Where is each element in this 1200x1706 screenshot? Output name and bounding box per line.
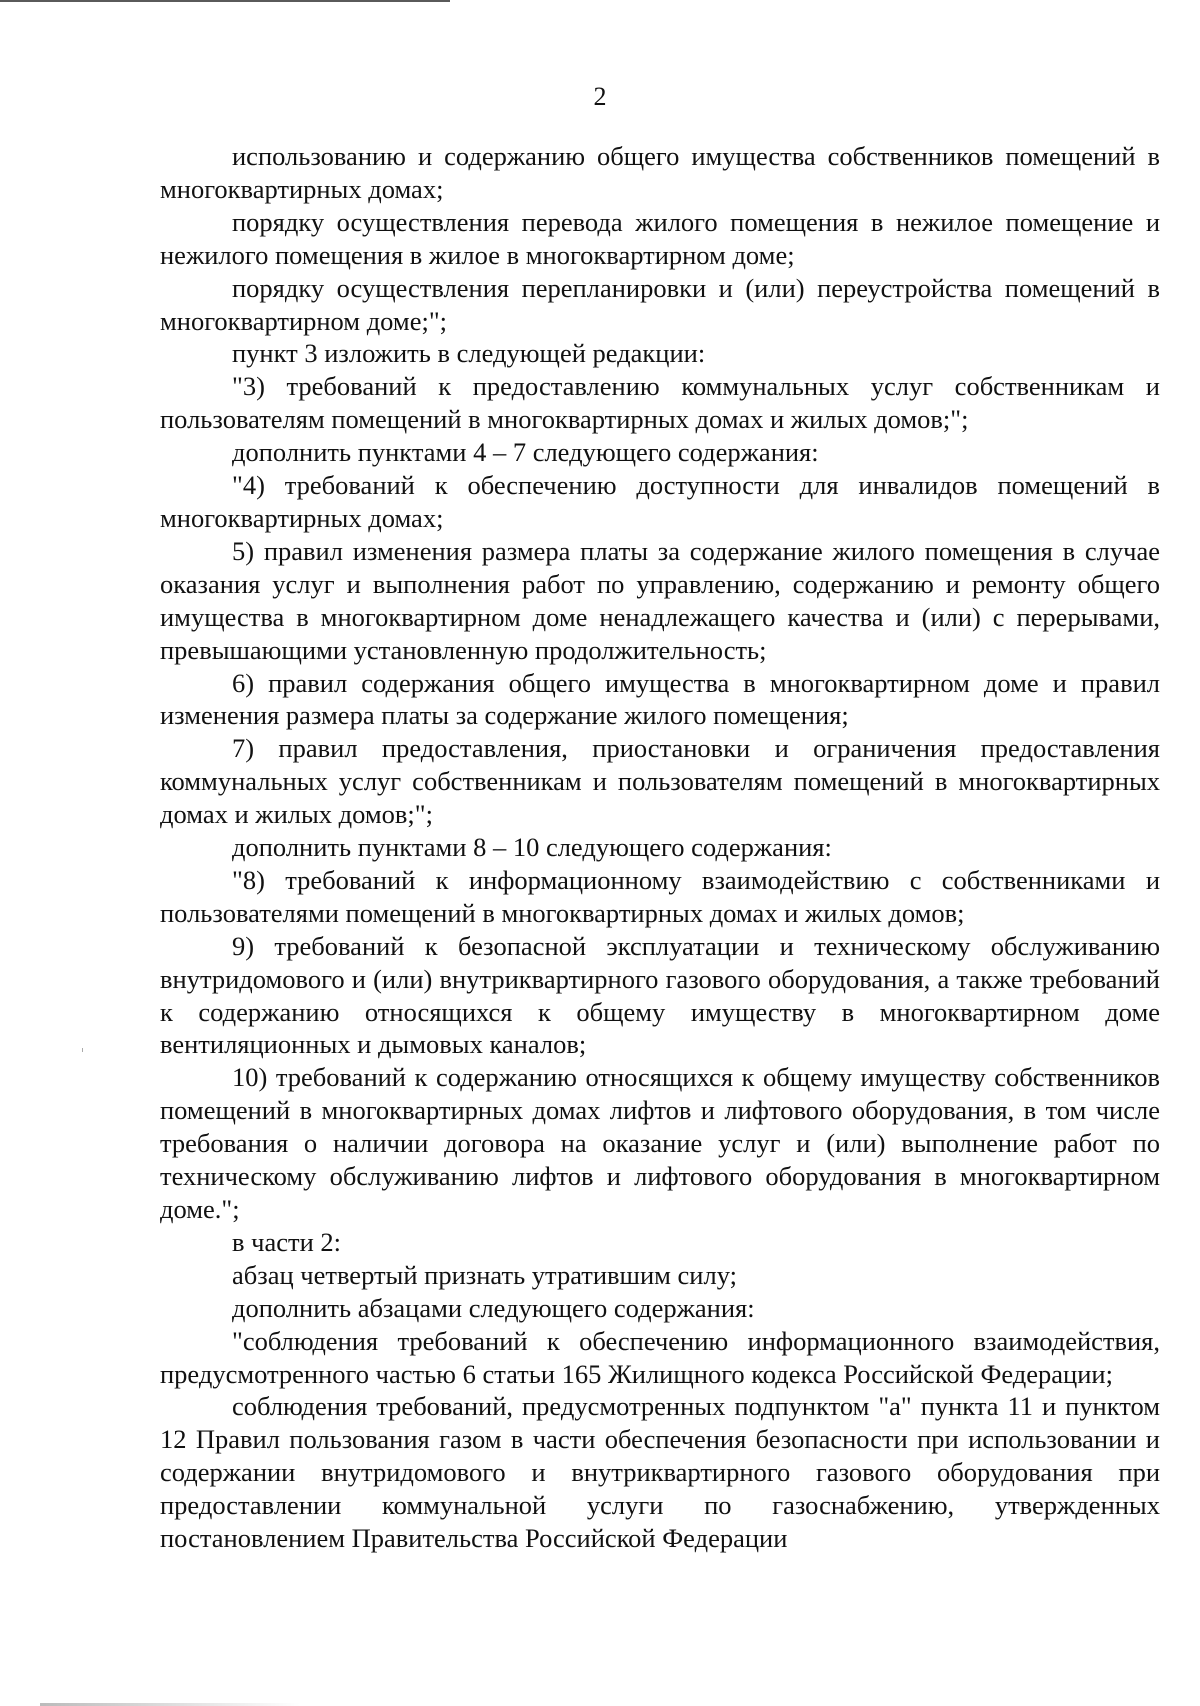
paragraph-8: 5) правил изменения размера платы за содержание жилого помещения в случае оказания услуг и выполнения работ по управлению, содержанию и ремонту общего имущества в многоквартирном доме ненадлежащего качества и (или) с перерывами, превышающими установленную продолжительность; bbox=[160, 535, 1160, 665]
paragraph-15: в части 2: bbox=[232, 1226, 341, 1257]
document-body bbox=[160, 140, 1160, 1555]
paragraph-4: пункт 3 изложить в следующей редакции: bbox=[232, 338, 706, 369]
paragraph-9: 6) правил содержания общего имущества в многоквартирном доме и правил изменения размера платы за содержание жилого помещения; bbox=[160, 667, 1160, 731]
paragraph-5: "3) требований к предоставлению коммунальных услуг собственникам и пользователям помещений в многоквартирных домах и жилых домов;"; bbox=[160, 371, 1160, 435]
paragraph-3: порядку осуществления перепланировки и (или) переустройства помещений в многоквартирном доме;"; bbox=[160, 272, 1160, 336]
scan-edge-top bbox=[0, 0, 450, 2]
paragraph-14: 10) требований к содержанию относящихся к общему имуществу собственников помещений в многоквартирных домах лифтов и лифтового оборудования, в том числе требования о наличии договора на оказание услуг и (или) выполнение работ по техническому обслуживанию лифтов и лифтового оборудования в многоквартирном доме."; bbox=[160, 1062, 1160, 1224]
paragraph-11: дополнить пунктами 8 – 10 следующего содержания: bbox=[232, 832, 832, 863]
paragraph-16: абзац четвертый признать утратившим силу; bbox=[232, 1259, 737, 1290]
paragraph-10: 7) правил предоставления, приостановки и ограничения предоставления коммунальных услуг собственникам и пользователям помещений в многоквартирных домах и жилых домов;"; bbox=[160, 733, 1160, 830]
paragraph-7: "4) требований к обеспечению доступности для инвалидов помещений в многоквартирных домах; bbox=[160, 470, 1160, 533]
paragraph-18: "соблюдения требований к обеспечению информационного взаимодействия, предусмотренного частью 6 статьи 165 Жилищного кодекса Российской Федерации; bbox=[160, 1325, 1160, 1389]
paragraph-6: дополнить пунктами 4 – 7 следующего содержания: bbox=[232, 437, 819, 468]
page-number: 2 bbox=[593, 82, 607, 111]
paragraph-13: 9) требований к безопасной эксплуатации и техническому обслуживанию внутридомового и (или) внутриквартирного газового оборудования, а также требований к содержанию относящихся к общему имуществу в многоквартирном доме вентиляционных и дымовых каналов; bbox=[160, 930, 1160, 1060]
paragraph-2: порядку осуществления перевода жилого помещения в нежилое помещение и нежилого помещения в жилое в многоквартирном доме; bbox=[160, 206, 1160, 270]
margin-mark bbox=[82, 1048, 83, 1052]
paragraph-1: использованию и содержанию общего имущества собственников помещений в многоквартирных домах; bbox=[160, 141, 1160, 204]
paragraph-12: "8) требований к информационному взаимодействию с собственниками и пользователями помещений в многоквартирных домах и жилых домов; bbox=[160, 864, 1160, 928]
paragraph-19: соблюдения требований, предусмотренных подпунктом "а" пункта 11 и пунктом 12 Правил пользования газом в части обеспечения безопасности при использовании и содержании внутридомового и внутриквартирного газового оборудования при предоставлении коммунальной услуги по газоснабжению, утвержденных постановлением Правительства Российской Федерации bbox=[160, 1391, 1160, 1554]
paragraph-17: дополнить абзацами следующего содержания: bbox=[232, 1292, 755, 1323]
